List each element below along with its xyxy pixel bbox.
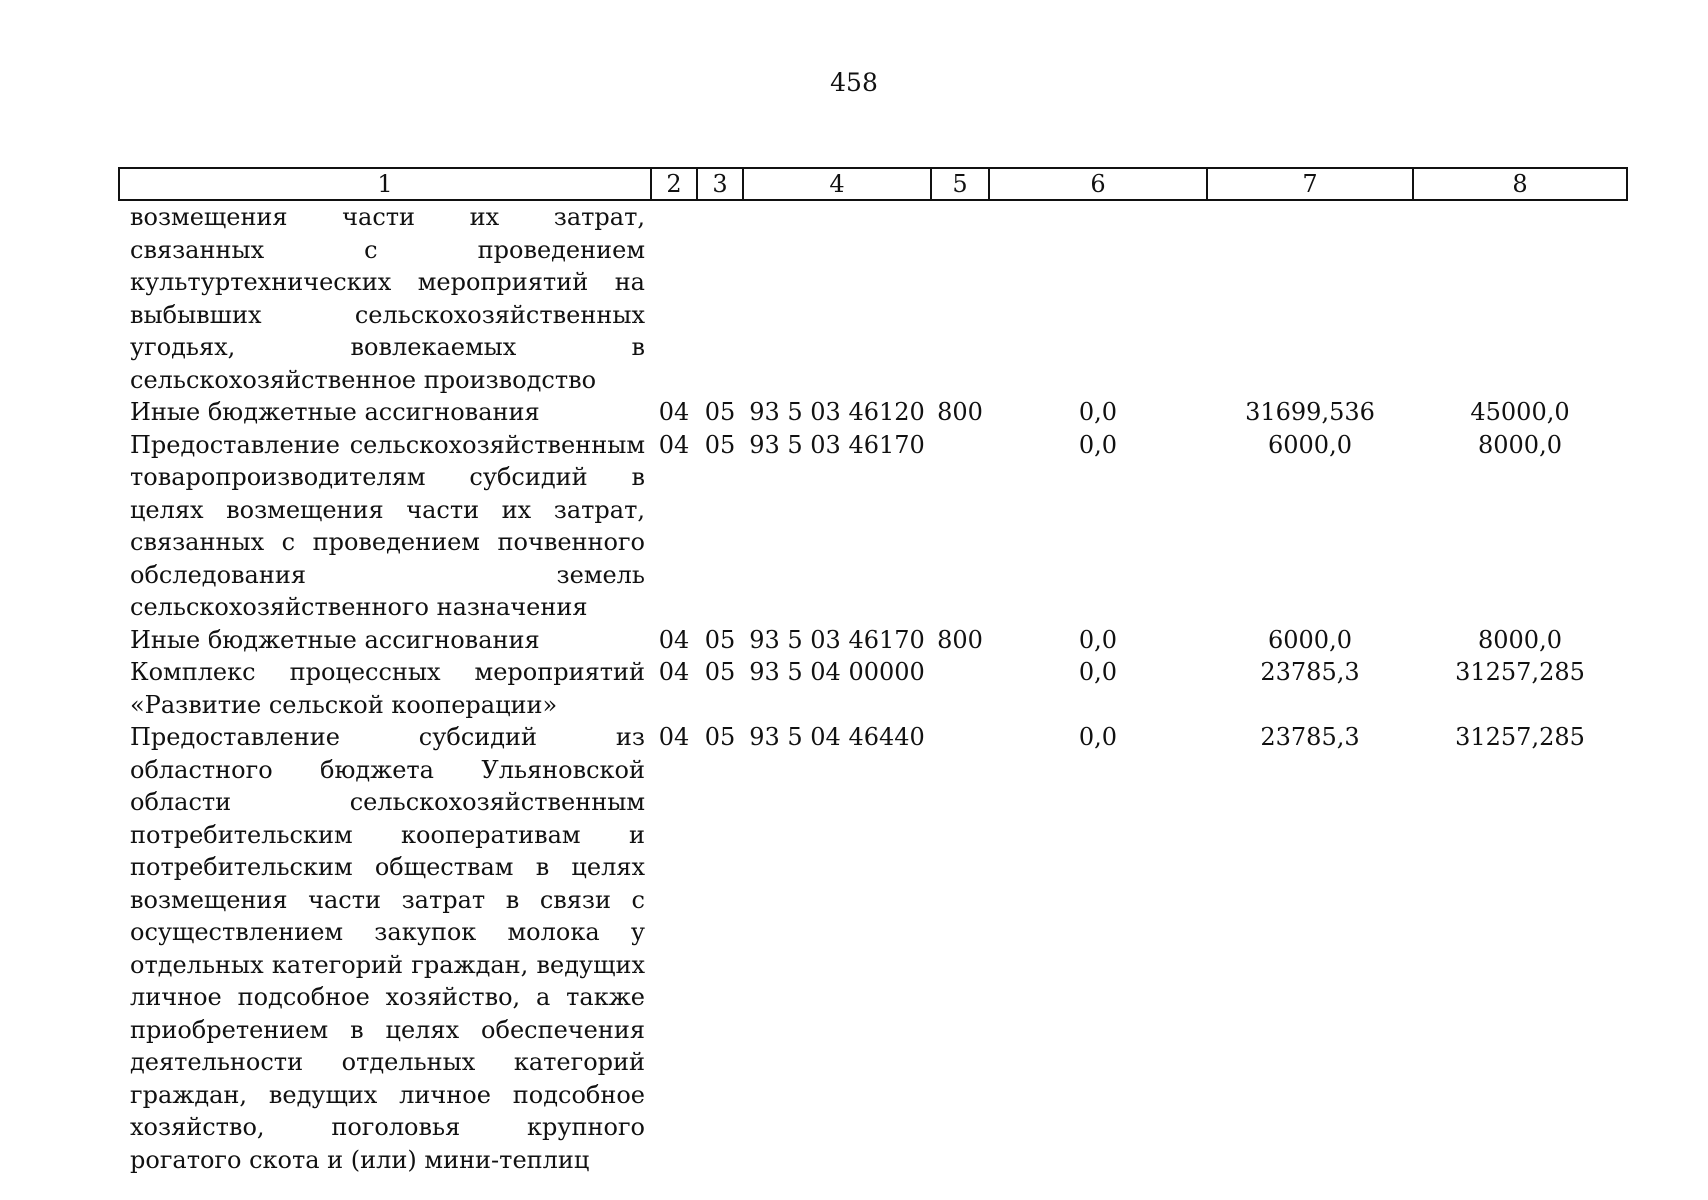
cell-value-7: 6000,0 — [1268, 625, 1352, 654]
cell-value-8: 31257,285 — [1455, 658, 1585, 686]
column-numbers-header — [119, 168, 1627, 200]
column-header: 5 — [931, 168, 989, 200]
row-name: Комплекс процессных мероприятий «Развитие сельской кооперации» — [130, 658, 645, 719]
column-header: 4 — [743, 168, 931, 200]
cell-value-7: 6000,0 — [1268, 430, 1352, 459]
cell-subsection: 05 — [704, 723, 736, 751]
cell-section: 04 — [658, 625, 690, 654]
cell-expense-type — [931, 721, 989, 1176]
cell-subsection — [697, 200, 743, 396]
row-name: Иные бюджетные ассигнования — [130, 625, 540, 654]
budget-table — [118, 167, 1628, 1176]
cell-section: 04 — [658, 723, 690, 751]
page-number: 458 — [830, 68, 878, 97]
column-header: 6 — [989, 168, 1207, 200]
cell-target-article — [743, 200, 931, 396]
cell-value-7: 31699,536 — [1245, 398, 1375, 426]
cell-value-8: 31257,285 — [1455, 723, 1585, 751]
cell-value-6 — [989, 200, 1207, 396]
table-row — [119, 656, 1627, 721]
column-header: 1 — [119, 168, 651, 200]
cell-value-7: 23785,3 — [1260, 723, 1360, 751]
cell-target-article: 93 5 04 46440 — [749, 723, 925, 751]
cell-value-8: 8000,0 — [1478, 430, 1562, 459]
row-name: Иные бюджетные ассигнования — [130, 398, 540, 426]
cell-subsection: 05 — [704, 430, 736, 459]
cell-subsection: 05 — [704, 625, 736, 654]
cell-target-article: 93 5 03 46170 — [749, 625, 925, 654]
cell-section: 04 — [658, 430, 690, 459]
table-row — [119, 624, 1627, 657]
cell-target-article: 93 5 03 46170 — [749, 430, 925, 459]
row-name: возмещения части их затрат, связанных с проведением культуртехнических мероприятий на выбывших сельскохозяйственных угодьях, вовлекаемых в сельскохозяйственное производство — [130, 203, 645, 394]
table-row — [119, 396, 1627, 429]
cell-expense-type — [931, 200, 989, 396]
column-header: 3 — [697, 168, 743, 200]
cell-value-6: 0,0 — [1078, 398, 1118, 426]
cell-value-8: 45000,0 — [1470, 398, 1570, 426]
cell-subsection: 05 — [704, 658, 736, 686]
cell-section: 04 — [658, 398, 690, 426]
cell-value-8: 8000,0 — [1478, 625, 1562, 654]
cell-target-article: 93 5 03 46120 — [749, 398, 925, 426]
cell-value-8 — [1413, 200, 1627, 396]
column-header: 7 — [1207, 168, 1413, 200]
cell-value-6: 0,0 — [1078, 658, 1118, 686]
cell-value-7: 23785,3 — [1260, 658, 1360, 686]
row-name: Предоставление сельскохозяйственным товаропроизводителям субсидий в целях возмещения части их затрат, связанных с проведением почвенного обследования земель сельскохозяйственного назначения — [130, 430, 645, 621]
cell-section: 04 — [658, 658, 690, 686]
cell-value-6: 0,0 — [1078, 625, 1118, 654]
row-name: Предоставление субсидий из областного бюджета Ульяновской области сельскохозяйственным потребительским кооперативам и потребительским обществам в целях возмещения части затрат в связи с осуществлением закупок молока у отдельных категорий граждан, ведущих личное подсобное хозяйство, а также приобретением в целях обеспечения деятельности отдельных категорий граждан, ведущих личное подсобное хозяйство, поголовья крупного рогатого скота и (или) мини-теплиц — [130, 723, 645, 1174]
cell-expense-type — [931, 656, 989, 721]
table-row — [119, 429, 1627, 624]
column-header: 8 — [1413, 168, 1627, 200]
cell-target-article: 93 5 04 00000 — [749, 658, 925, 686]
table-row — [119, 200, 1627, 396]
cell-value-6: 0,0 — [1078, 723, 1118, 751]
cell-expense-type: 800 — [937, 625, 983, 654]
cell-expense-type: 800 — [937, 398, 983, 426]
column-header: 2 — [651, 168, 697, 200]
table-row — [119, 721, 1627, 1176]
cell-value-6: 0,0 — [1078, 430, 1118, 459]
cell-subsection: 05 — [704, 398, 736, 426]
cell-expense-type — [931, 429, 989, 624]
cell-section — [651, 200, 697, 396]
cell-value-7 — [1207, 200, 1413, 396]
